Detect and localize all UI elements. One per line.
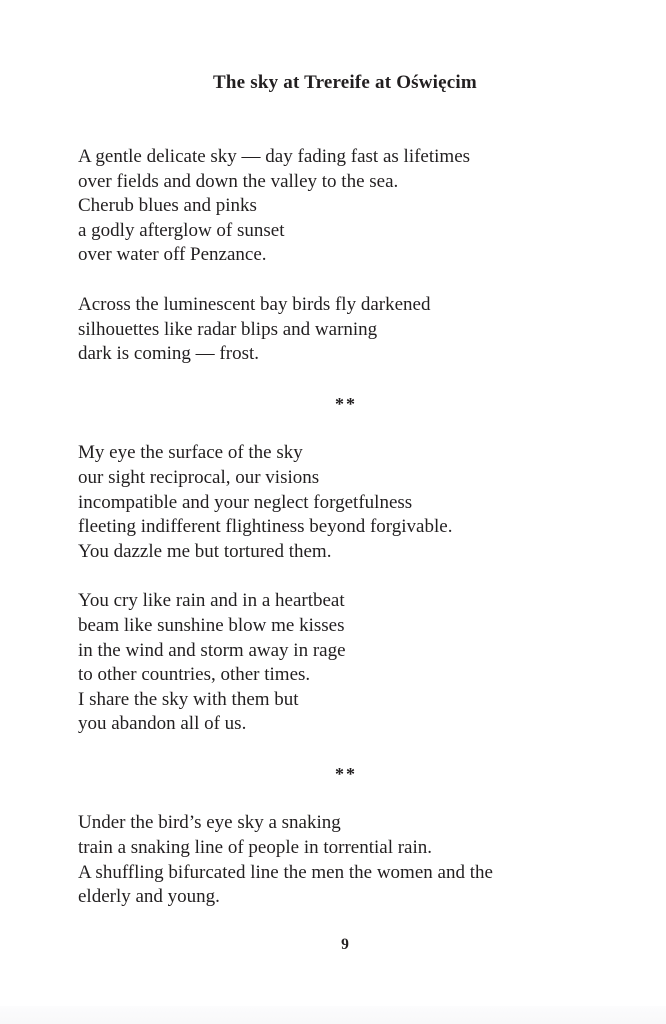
- poem-line: over water off Penzance.: [78, 244, 267, 266]
- poem-line: to other countries, other times.: [78, 664, 311, 686]
- stanza-1: [78, 145, 612, 268]
- stanza-4: [78, 589, 612, 737]
- poem-line: Across the luminescent bay birds fly darkened: [78, 293, 431, 315]
- poem-line: fleeting indifferent flightiness beyond forgivable.: [78, 516, 453, 538]
- page-number: 9: [341, 935, 349, 953]
- poem-line: I share the sky with them but: [78, 688, 299, 710]
- poem-line: our sight reciprocal, our visions: [78, 466, 320, 488]
- poem-line: My eye the surface of the sky: [78, 442, 303, 464]
- poem-title: The sky at Trereife at Oświęcim: [213, 72, 477, 93]
- stanza-5: [78, 811, 612, 909]
- poem-line: incompatible and your neglect forgetfulness: [78, 491, 413, 513]
- poem-line: elderly and young.: [78, 886, 220, 908]
- poem-line: You cry like rain and in a heartbeat: [78, 590, 345, 612]
- poem-line: over fields and down the valley to the sea.: [78, 170, 399, 192]
- stanza-3: [78, 441, 612, 564]
- poem-line: dark is coming — frost.: [78, 343, 260, 365]
- poem-line: A gentle delicate sky — day fading fast as lifetimes: [78, 146, 471, 167]
- poem-line: in the wind and storm away in rage: [78, 639, 346, 661]
- stanza-separator: **: [335, 763, 357, 784]
- poem-line: You dazzle me but tortured them.: [78, 540, 332, 562]
- stanza-separator: **: [335, 393, 357, 414]
- poem-line: Cherub blues and pinks: [78, 195, 257, 217]
- poem-line: a godly afterglow of sunset: [78, 219, 285, 241]
- poem-line: silhouettes like radar blips and warning: [78, 318, 378, 340]
- poem-line: beam like sunshine blow me kisses: [78, 614, 345, 636]
- poem-line: A shuffling bifurcated line the men the women and the: [78, 861, 493, 883]
- poem-line: you abandon all of us.: [78, 713, 247, 735]
- stanza-2: [78, 293, 612, 367]
- poem-line: Under the bird’s eye sky a snaking: [78, 812, 341, 834]
- footer-strip: [0, 1006, 666, 1024]
- poem-line: train a snaking line of people in torrential rain.: [78, 837, 433, 859]
